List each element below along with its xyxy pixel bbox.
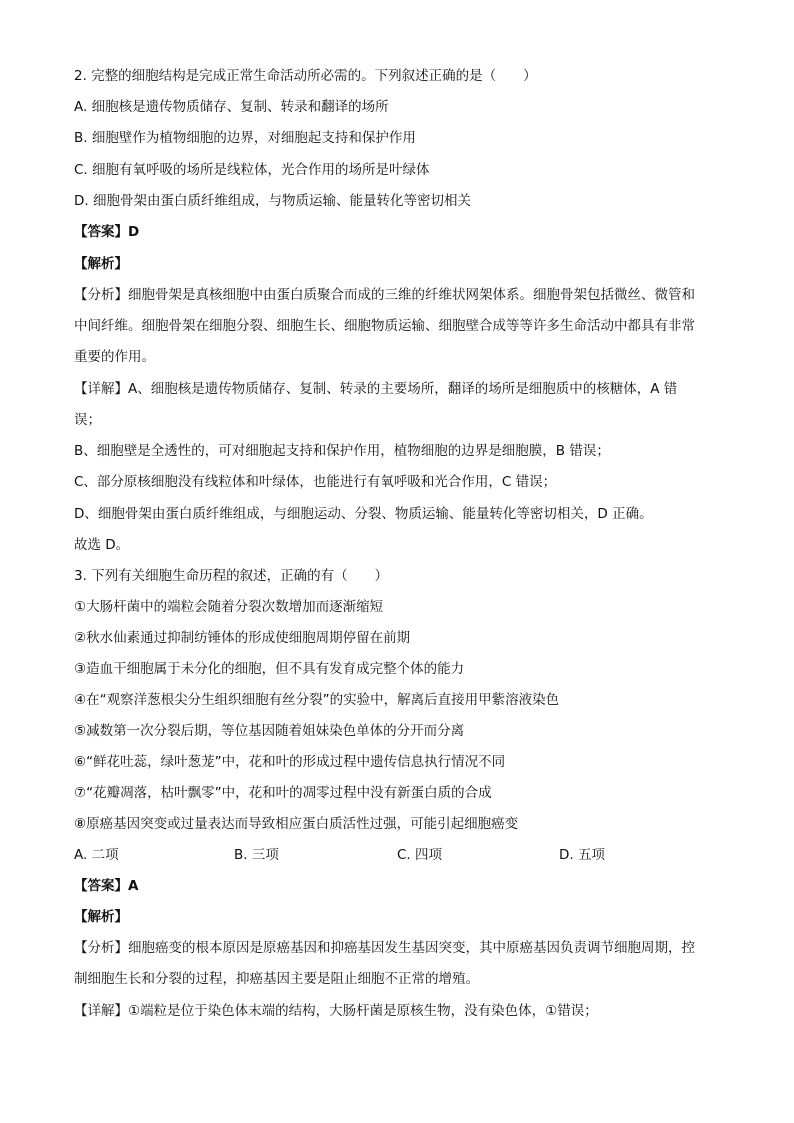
q3-jiexi-heading: 【解析】 [74,909,128,925]
q2-detail-line: B、细胞壁是全透性的，可对细胞起支持和保护作用，植物细胞的边界是细胞膜，B 错误； [74,443,610,459]
q3-item: ②秋水仙素通过抑制纺锤体的形成使细胞周期停留在前期 [74,630,411,646]
q2-jiexi-heading: 【解析】 [74,256,128,272]
q2-detail-line: 【详解】A、细胞核是遗传物质储存、复制、转录的主要场所，翻译的场所是细胞质中的核糖体，A 错 [74,381,678,397]
q2-detail-line: C、部分原核细胞没有线粒体和叶绿体，也能进行有氧呼吸和光合作用，C 错误； [74,474,557,490]
q3-option-c: C. 四项 [397,847,443,863]
q3-item: ①大肠杆菌中的端粒会随着分裂次数增加而逐渐缩短 [74,599,384,615]
q2-option-d: D. 细胞骨架由蛋白质纤维组成，与物质运输、能量转化等密切相关 [74,193,471,209]
q3-answer: 【答案】A [74,878,139,894]
q2-analysis-line: 重要的作用。 [74,349,155,365]
q2-detail-line: D、细胞骨架由蛋白质纤维组成，与细胞运动、分裂、物质运输、能量转化等密切相关，D 正确。 [74,506,653,522]
q3-item: ⑤减数第一次分裂后期，等位基因随着姐妹染色单体的分开而分离 [74,723,465,739]
q3-analysis-line: 【分析】细胞癌变的根本原因是原癌基因和抑癌基因发生基因突变，其中原癌基因负责调节细胞周期，控 [74,940,695,956]
q2-analysis-line: 【分析】细胞骨架是真核细胞中由蛋白质聚合而成的三维的纤维状网架体系。细胞骨架包括微丝、微管和 [74,287,695,303]
q3-option-d: D. 五项 [559,847,605,863]
q2-analysis-line: 中间纤维。细胞骨架在细胞分裂、细胞生长、细胞物质运输、细胞壁合成等等许多生命活动中都具有非常 [74,318,695,334]
q2-answer: 【答案】D [74,224,140,240]
q2-option-c: C. 细胞有氧呼吸的场所是线粒体，光合作用的场所是叶绿体 [74,162,430,178]
q2-detail-line: 误； [74,412,101,428]
q2-detail-line: 故选 D。 [74,537,130,553]
q3-option-b: B. 三项 [234,847,279,863]
q2-option-a: A. 细胞核是遗传物质储存、复制、转录和翻译的场所 [74,99,389,115]
q2-stem: 2. 完整的细胞结构是完成正常生命活动所必需的。下列叙述正确的是（ ） [74,68,537,84]
q2-option-b: B. 细胞壁作为植物细胞的边界，对细胞起支持和保护作用 [74,130,416,146]
q3-option-a: A. 二项 [74,847,119,863]
q3-item: ④在“观察洋葱根尖分生组织细胞有丝分裂”的实验中，解离后直接用甲紫溶液染色 [74,692,560,708]
q3-detail-line: 【详解】①端粒是位于染色体末端的结构，大肠杆菌是原核生物，没有染色体，①错误； [74,1003,598,1019]
q3-item: ⑦“花瓣凋落，枯叶飘零”中，花和叶的凋零过程中没有新蛋白质的合成 [74,785,492,801]
q3-stem: 3. 下列有关细胞生命历程的叙述，正确的有（ ） [74,568,389,584]
q3-analysis-line: 制细胞生长和分裂的过程，抑癌基因主要是阻止细胞不正常的增殖。 [74,971,479,987]
q3-item: ⑥“鲜花吐蕊，绿叶葱茏”中，花和叶的形成过程中遗传信息执行情况不同 [74,754,506,770]
q3-item: ⑧原癌基因突变或过量表达而导致相应蛋白质活性过强，可能引起细胞癌变 [74,816,519,832]
q3-item: ③造血干细胞属于未分化的细胞，但不具有发育成完整个体的能力 [74,661,465,677]
